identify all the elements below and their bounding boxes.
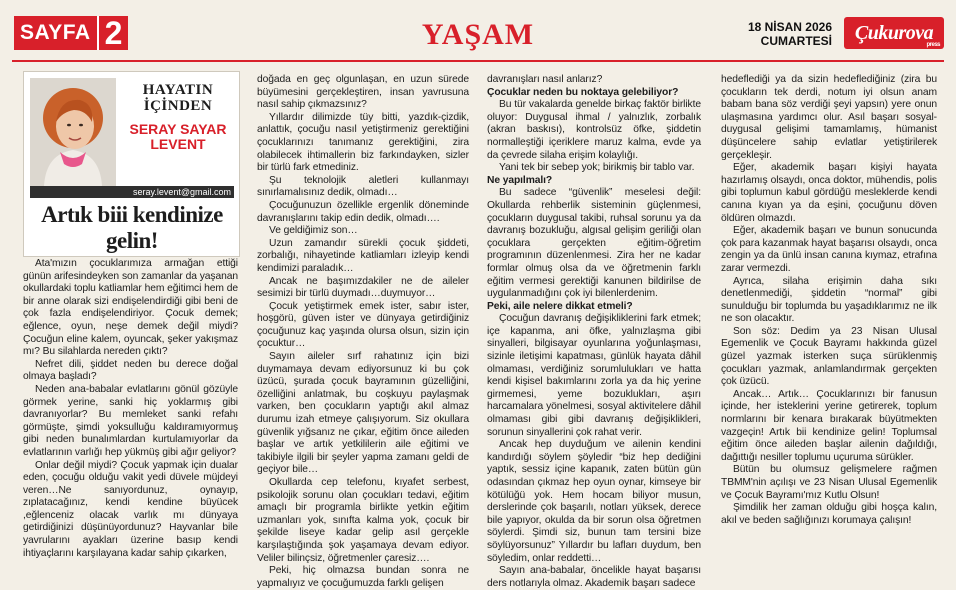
paragraph: Şu teknolojik aletleri kullanmayı sınırlamalısınız dedik, olmadı… <box>257 174 469 199</box>
paragraph: Ancak ne başımızdakiler ne de aileler sesimizi bir türlü duymadı…duymuyor… <box>257 275 469 300</box>
page-label: SAYFA <box>14 16 97 50</box>
newspaper-logo <box>844 17 944 49</box>
author-box <box>23 71 240 257</box>
subheading: Ne yapılmalı? <box>487 174 553 186</box>
paragraph: Ancak hep duyduğum ve ailenin kendini kandırdığı söylem şöyledir “biz hep dediğini yaptık, sessiz içine kapanık, zaten bütün gün odasından çıkmaz hep oyun oynar, kimseye bir kötülüğü yok. Hem hocam biliyor musun, derslerinde çok başarılı, notları yüksek, derece bile yapıyor, okulda da bir sorun olsa öğretmen söylerdi. Şimdi siz, bunun tam tersini bize söylüyorsunuz” Yıllardır bu lafları duydum, ben söyledim, onlar reddetti… <box>487 439 701 564</box>
section-title: YAŞAM <box>421 18 535 51</box>
paragraph: Ayrıca, silaha erişimin daha sıkı denetlenmediği, şiddetin “normal” gibi sunulduğu bir toplumda bu yaşadıklarımız ne ilk ne son olacaktır. <box>721 275 937 325</box>
author-email: seray.levent@gmail.com <box>30 186 234 198</box>
column-kicker: HAYATIN İÇİNDEN <box>142 82 214 114</box>
date-text: 18 NİSAN 2026 <box>747 20 832 34</box>
paragraph: Çocuk yetiştirmek emek ister, sabır ister, hoşgörü, güven ister ve dünyaya getirdiğiniz çocuğunuz kaç yaşında olursa olsun, sizin için çocuktur… <box>257 300 469 350</box>
paragraph: Sayın aileler sırf rahatınız için bizi duymamaya devam ediyorsunuz ki bu çok üzücü, şurada çocuk bayramının güzelliğini, özelliğini anlatmak, bu coşkuyu paylaşmak varken, ben çocukların yaptığı akıl almaz durumu izah etmeye çalışıyorum. Siz okullara güvenlik yığsanız ne çıkar, eğitim önce aileden başlar ve artık yetkililerin aile eğitimi ve takibiyle ilgili bir şeyler yapma zamanı geldi de geçiyor bile… <box>257 351 469 476</box>
paragraph: hedeflediği ya da sizin hedeflediğiniz (zira bu çocukların tek derdi, notum iyi olsun anam babam bana söz verdiği şeyi yapsın) yere onun ulaşmasına yardımcı olur. Asıl başarı sosyal-duygusal gelişimi tamamlamış, hümanist düşüncelere sahip evlatlar yetiştirilerek gerçekleşir. <box>721 74 937 161</box>
author-photo <box>30 78 116 186</box>
paragraph: Ve geldiğimiz son… <box>269 225 358 237</box>
paragraph: Yani tek bir sebep yok; birikmiş bir tablo var. <box>499 162 695 174</box>
paragraph: Neden ana-babalar evlatlarını gönül gözüyle görmek yerine, sanki hiç yoklarmış gibi davranıyorlar? Bu memleket sanki refahı görmüşte, şimdi yoksulluğu kaldıramıyormuş gibi neden bunalımlardan kurtulamıyorlar da evlatlarının varlığı hep yükmüş gibi ağır geliyor? <box>23 383 238 458</box>
paragraph: Okullarda cep telefonu, kıyafet serbest, psikolojik sorunu olan çocukları tedavi, eğitim amaçlı bir programla birlikte yetkin eğitim uzmanları yok, sınıfta kalma yok, çocuk bir şekilde liseye kadar gelip asıl gerçekle karşılaştığında şok yaşamaya devam ediyor. Veliler bilinçsiz, öğretmenler çaresiz…. <box>257 477 469 564</box>
paragraph: Son söz: Dedim ya 23 Nisan Ulusal Egemenlik ve Çocuk Bayramı hakkında güzel güzel yazmak isterken suça sürüklenmiş çocukları yazmak, anlamlandırmak gerçekten çok üzücü. <box>721 325 937 388</box>
paragraph: Eğer, akademik başarı ve bunun sonucunda çok para kazanmak hayat başarısı olsaydı, onca zengin ya da ünlü insan canına kıymaz, etrafına zarar vermezdi. <box>721 225 937 274</box>
paragraph: Onlar değil miydi? Çocuk yapmak için dualar eden, çocuğu olduğu vakit yedi düvele müjdeyi veren…Ne sanıyordunuz, oynayıp, zıplatacağınız, kendi kendine büyücek ,eğlenceniz olacak varlık mı dünyaya getirdiğinizi düşünüyordunuz? Hayvanlar bile yavrularını ayakları üzerine basıp kendi ihtiyaçlarını karşılayana kadar sahip çıkarken, <box>23 459 238 559</box>
author-name: SERAY SAYAR LEVENT <box>129 121 227 152</box>
day-text: CUMARTESİ <box>760 34 832 48</box>
logo-subtext: press <box>926 42 940 48</box>
article-column-4 <box>721 74 937 527</box>
paragraph: davranışları nasıl anlarız? <box>487 74 603 85</box>
paragraph: Sayın ana-babalar, öncelikle hayat başarısı ders notlarıyla olmaz. Akademik başarı sadece <box>487 565 701 589</box>
paragraph: Uzun zamandır sürekli çocuk şiddeti, zorbalığı, nihayetinde katliamları izleyip kendi kendimizi paraladık… <box>257 237 469 274</box>
paragraph: Bu sadece “güvenlik” meselesi değil: Okullarda rehberlik sisteminin güçlenmesi, çocukların duygusal takibi, ruhsal sorunu ya da davranış bozukluğu, algısal gelişim geriliği olan çocuklara gerçekten eğitim-öğretim programının düzenlenmesi. Zira her ne kadar formlar olmuş olsa da ve öğretmenin farklı eğitim vermesi gerektiği kanunen bildirilse de uygulanmadığını çok iyi bilenlerdenim. <box>487 187 701 300</box>
article-column-1 <box>23 258 238 560</box>
paragraph: Bütün bu olumsuz gelişmelere rağmen TBMM'nin açılışı ve 23 Nisan Ulusal Egemenlik ve Çocuk Bayramı'mız Kutlu Olsun! <box>721 464 937 501</box>
issue-date <box>748 20 832 48</box>
paragraph: Çocuğunuzun özellikle ergenlik döneminde davranışlarını takip edin dedik, olmadı…. <box>257 199 469 224</box>
paragraph: Nefret dili, şiddet neden bu derece doğal olmaya başladı? <box>23 358 238 383</box>
article-column-3 <box>487 74 701 590</box>
subheading: Peki, aile nelere dikkat etmeli? <box>487 300 633 312</box>
logo-text: Çukurova <box>854 21 934 44</box>
page-number: 2 <box>97 16 129 50</box>
header-rule <box>12 60 944 62</box>
paragraph: Bu tür vakalarda genelde birkaç faktör birlikte oluyor: Duygusal ihmal / yalnızlık, zorbalık (akran baskısı), kontrolsüz öfke, şiddetin normalleştiği içeriklere maruz kalma, evde ya da çevrede silaha erişim kolaylığı. <box>487 99 701 161</box>
article-column-2 <box>257 74 469 590</box>
page-header <box>0 0 956 66</box>
paragraph: Ancak… Artık… Çocuklarınızı bir fanusun içinde, her isteklerini yerine getirerek, toplum normlarını bir kenara bırakarak büyütmekten vazgeçin! Artık bii kendinize gelin! Toplumsal eğitim önce aileden başlar ailenin dağıldığı, dağıttığı nesiller toplumu uçuruma sürükler. <box>721 388 937 463</box>
paragraph: Peki, hiç olmazsa bundan sonra ne yapmalıyız ve çocuğumuzda farklı gelişen <box>257 565 469 589</box>
paragraph: doğada en geç olgunlaşan, en uzun sürede büyümesini gerçekleştiren, insan yavrusuna nasıl sahip çıkmazsınız? <box>257 74 469 111</box>
paragraph: Şimdilik her zaman olduğu gibi hoşça kalın, akıl ve beden sağlığınızı korumaya çalışın! <box>721 502 937 526</box>
article-headline: Artık biii kendinize gelin! <box>41 202 223 253</box>
paragraph: Ata'mızın çocuklarımıza armağan ettiği günün arifesindeyken son zamanlar da yaşanan okullardaki toplu katliamlar hem eğitimci hem de bir anne olarak sizi endişelendirdiği gibi beni de çok fazla endişelendiriyor. Çocuk demek; eğlence, oyun, neşe demek değil miydi? Çocuğun eline kalem, oyuncak, şeker yakışmaz mı? Bu silahlarda nereden çıktı? <box>23 258 238 358</box>
paragraph: Çocuğun davranış değişikliklerini fark etmek; içe kapanma, ani öfke, yalnızlaşma gibi sinyalleri, bilgisayar oyunlarına yoğunlaşması, sizinle iletişimi kapatması, günlük hayata dâhil olmaması, verdiğiniz sorumlulukları ve hatta kendi kişisel bakımlarını zorla ya da hiç yerine girmemesi, yeme bozuklukları, aşırı harcamalara yönelmesi, sosyal aktivitelere dâhil olmaması gibi gibi davranış değişiklikleri, sorunun sinyallerini çok rahat verir. <box>487 313 701 438</box>
paragraph: Yıllardır dilimizde tüy bitti, yazdık-çizdik, anlattık, çocuğu nasıl yetiştirmeniz gerektiğini çocuklarınızı tanımanız gerektiğini, zira olabilecek ihtimallerin biz farkındayken, sizler bir türlü fark etmediniz. <box>257 111 469 174</box>
subheading: Çocuklar neden bu noktaya gelebiliyor? <box>487 86 679 98</box>
paragraph: Eğer, akademik başarı kişiyi hayata hazırlamış olsaydı, onca doktor, mühendis, polis gibi toplumun kabul gördüğü mesleklerde kendi canına kıyan ya da eşini, çocuğunu döven öldüren olmazdı. <box>721 162 937 224</box>
